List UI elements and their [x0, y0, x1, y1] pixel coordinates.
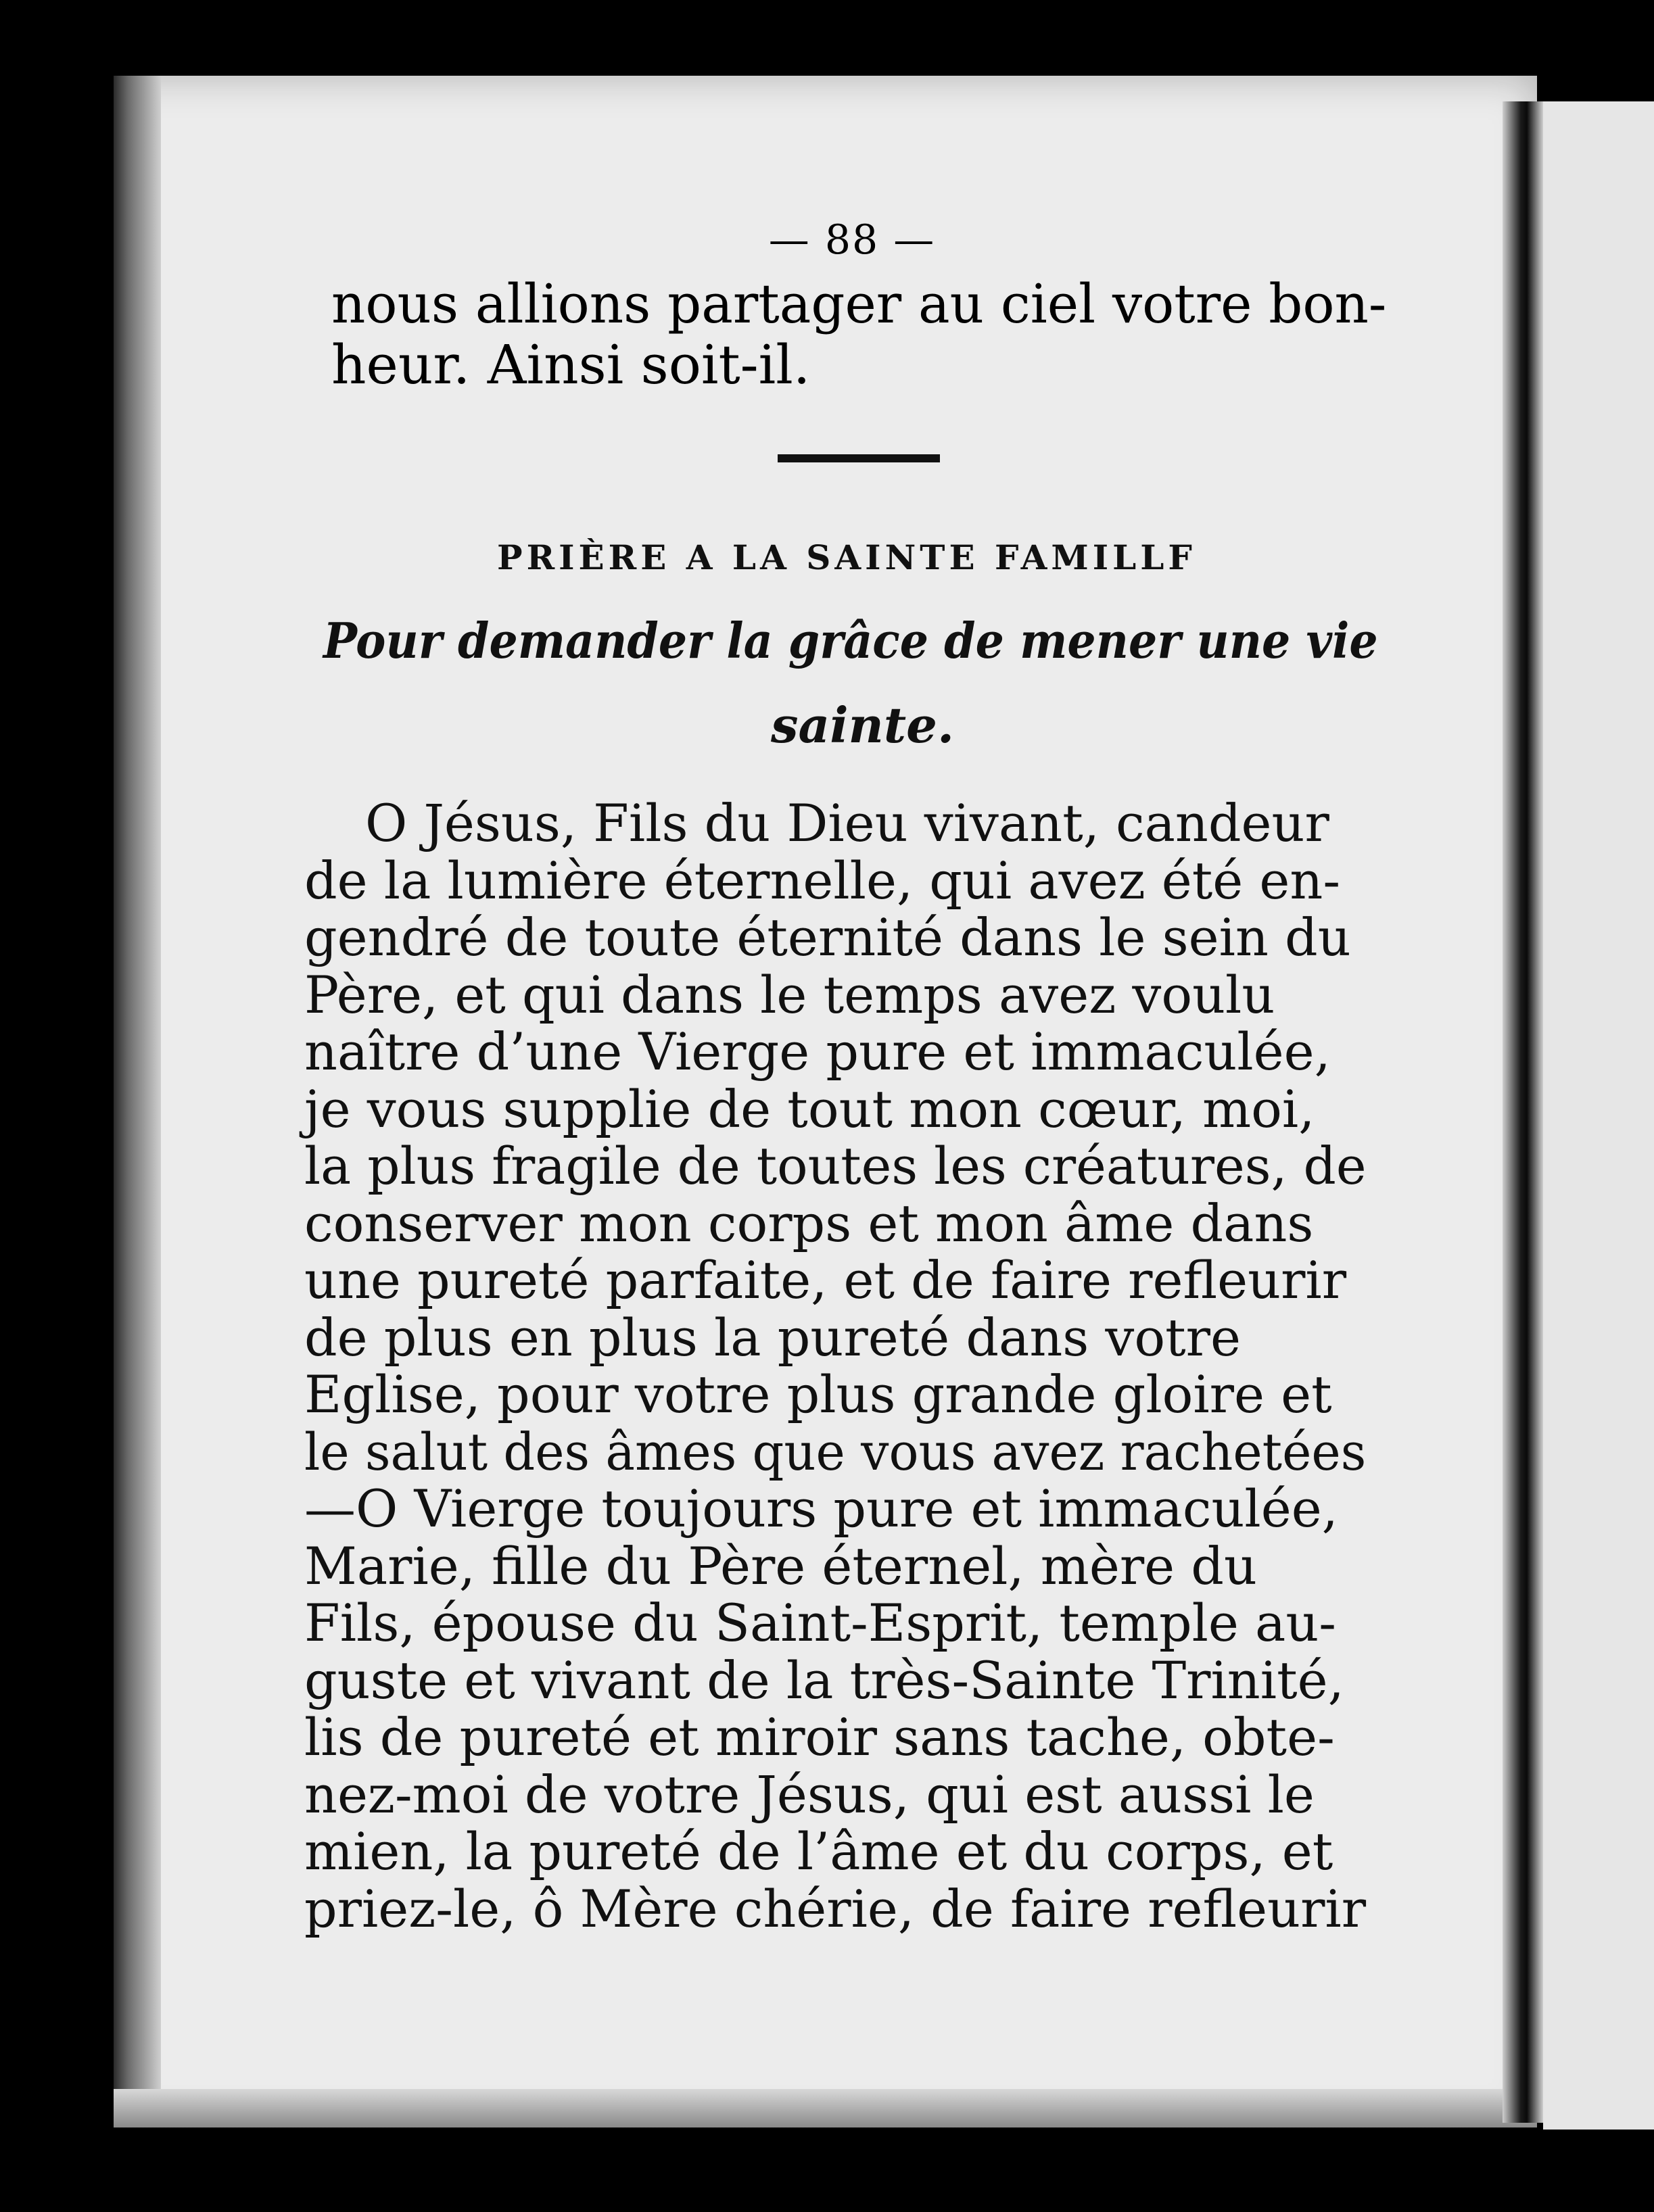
prayer-body-line: lis de pureté et miroir sans tache, obte-	[304, 1707, 1335, 1767]
prayer-body-line: Fils, épouse du Saint-Esprit, temple au-	[304, 1593, 1336, 1653]
prayer-body-line: une pureté parfaite, et de faire refleurir	[304, 1250, 1347, 1310]
prayer-body-line: —O Vierge toujours pure et immaculée,	[304, 1478, 1338, 1539]
prayer-body-line: conserver mon corps et mon âme dans	[304, 1193, 1314, 1253]
prayer-body-line: je vous supplie de tout mon cœur, moi,	[304, 1078, 1315, 1139]
prayer-heading: PRIÈRE A LA SAINTE FAMILLF	[497, 537, 1196, 577]
carry-over-line-1: nous allions partager au ciel votre bon-	[331, 272, 1387, 335]
book-gutter	[1503, 101, 1543, 2123]
prayer-body-line: gendré de toute éternité dans le sein du	[304, 907, 1351, 967]
section-divider	[778, 454, 940, 462]
subtitle-line-1: Pour demander la grâce de mener une vie	[323, 612, 1378, 669]
page-number: — 88 —	[768, 216, 936, 264]
subtitle-line-2: sainte.	[771, 696, 955, 754]
prayer-body-line: le salut des âmes que vous avez rachetées	[304, 1421, 1367, 1482]
carry-over-line-2: heur. Ainsi soit-il.	[331, 333, 811, 396]
page-bottom-edge	[114, 2089, 1537, 2127]
page-left-edge	[114, 76, 161, 2127]
prayer-body-line: Eglise, pour votre plus grande gloire et	[304, 1364, 1332, 1424]
prayer-body-line: naître d’une Vierge pure et immaculée,	[304, 1021, 1331, 1082]
prayer-body-line: Marie, fille du Père éternel, mère du	[304, 1535, 1257, 1596]
prayer-body-line: mien, la pureté de l’âme et du corps, et	[304, 1821, 1333, 1881]
prayer-body-line: Père, et qui dans le temps avez voulu	[304, 964, 1275, 1025]
prayer-body-line: O Jésus, Fils du Dieu vivant, candeur	[365, 793, 1329, 853]
prayer-body-line: de plus en plus la pureté dans votre	[304, 1307, 1241, 1368]
prayer-body-line: priez-le, ô Mère chérie, de faire refleurir	[304, 1878, 1367, 1939]
prayer-body-line: de la lumière éternelle, qui avez été en-	[304, 850, 1341, 911]
prayer-body-line: nez-moi de votre Jésus, qui est aussi le	[304, 1764, 1315, 1825]
facing-page-edge	[1543, 101, 1654, 2130]
prayer-body-line: la plus fragile de toutes les créatures, de	[304, 1136, 1367, 1196]
prayer-body-line: guste et vivant de la très-Sainte Trinité,	[304, 1650, 1344, 1710]
